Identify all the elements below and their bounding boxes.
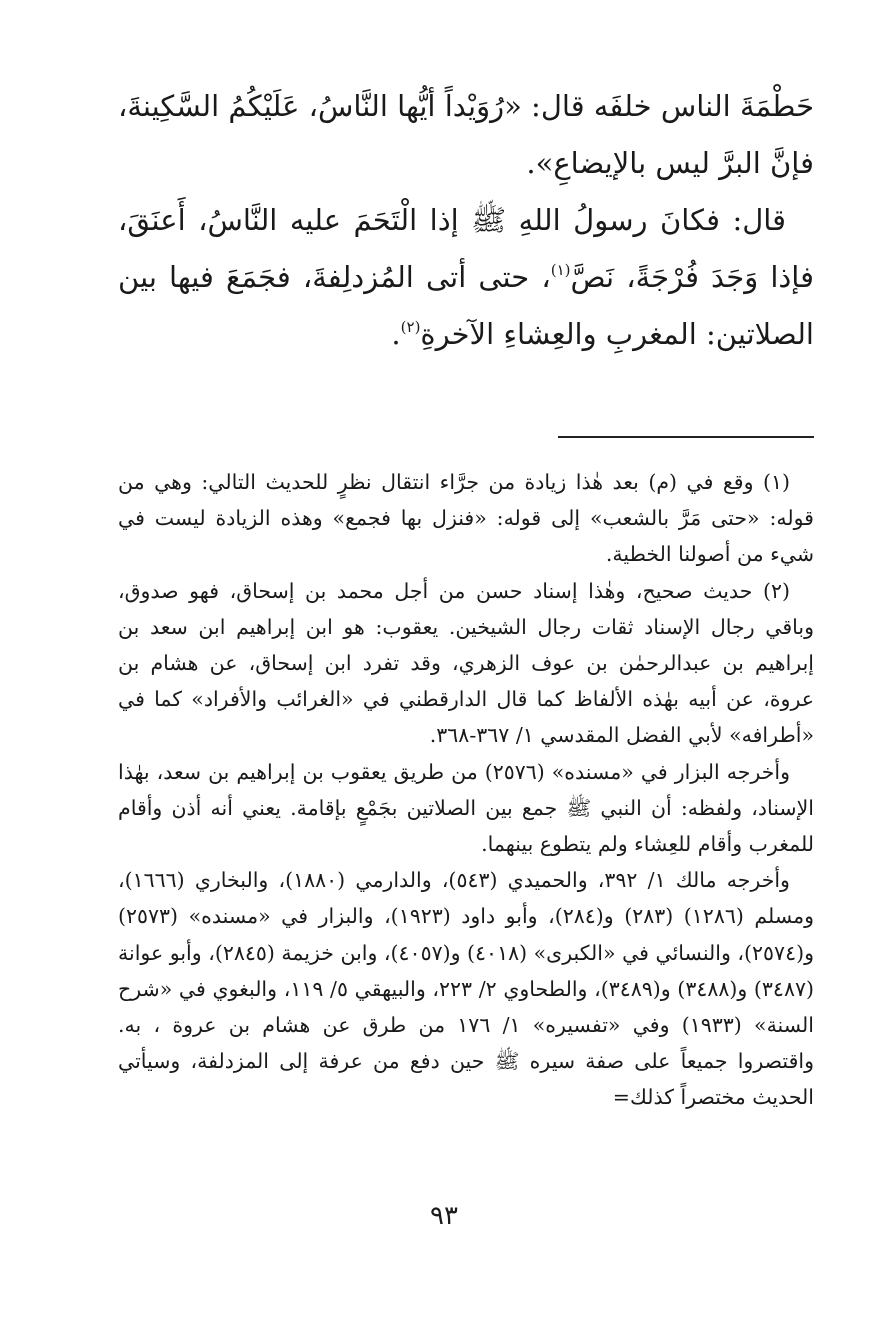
footnotes: [118, 464, 814, 1116]
main-text: [118, 78, 814, 363]
main-paragraph-2-part-b: ، حتى أتى المُزدلِفةَ، فجَمَعَ فيها بين الصلاتين: المغربِ والعِشاءِ الآخرةِ: [118, 260, 814, 351]
footnote-separator: [558, 436, 814, 438]
main-paragraph-1: حَطْمَةَ الناس خلفَه قال: «رُوَيْداً أيُّها النَّاسُ، عَلَيْكُمُ السَّكِينةَ، فإنَّ البرَّ ليس بالإيضاعِ».: [118, 89, 814, 180]
footnote-marker-2: (٢): [400, 318, 421, 336]
footnote-2: (٢) حديث صحيح، وهٰذا إسناد حسن من أجل محمد بن إسحاق، فهو صدوق، وباقي رجال الإسناد ثقات رجال الشيخين. يعقوب: هو ابن إبراهيم ابن سعد بن إبراهيم بن عبدالرحمٰن بن عوف الزهري، وقد تفرد ابن إسحاق، عن هشام بن عروة، عن أبيه بهٰذه الألفاظ كما قال الدارقطني في «الغرائب والأفراد» كما في «أطرافه» لأبي الفضل المقدسي ١/ ٣٦٧-٣٦٨.: [118, 578, 814, 748]
main-paragraph-2: [118, 192, 814, 363]
footnote-2-continuation-1: وأخرجه البزار في «مسنده» (٢٥٧٦) من طريق يعقوب بن إبراهيم بن سعد، بهٰذا الإسناد، ولفظه: أن النبي ﷺ جمع بين الصلاتين بجَمْعٍ بإقامة. يعني أنه أذن وأقام للمغرب وأقام للعِشاء ولم يتطوع بينهما.: [118, 759, 814, 857]
page-number: ٩٣: [430, 1201, 458, 1231]
footnote-marker-1: (١): [550, 261, 571, 279]
footnote-2-continuation-2: وأخرجه مالك ١/ ٣٩٢، والحميدي (٥٤٣)، والدارمي (١٨٨٠)، والبخاري (١٦٦٦)، ومسلم (١٢٨٦) (٢٨٣) و(٢٨٤)، وأبو داود (١٩٢٣)، والبزار في «مسنده» (٢٥٧٣) و(٢٥٧٤)، والنسائي في «الكبرى» (٤٠١٨) و(٤٠٥٧)، وابن خزيمة (٢٨٤٥)، وأبو عوانة (٣٤٨٧) و(٣٤٨٨) و(٣٤٨٩)، والطحاوي ٢/ ٢٢٣، والبيهقي ٥/ ١١٩، والبغوي في «شرح السنة» (١٩٣٣) وفي «تفسيره» ١/ ١٧٦ من طرق عن هشام بن عروة ، به. واقتصروا جميعاً على صفة سيره ﷺ حين دفع من عرفة إلى المزدلفة، وسيأتي الحديث مختصراً كذلك=: [118, 868, 814, 1110]
footnote-1: (١) وقع في (م) بعد هٰذا زيادة من جرَّاء انتقال نظرٍ للحديث التالي: وهي من قوله: «حتى مَرَّ بالشعب» إلى قوله: «فنزل بها فجمع» وهذه الزيادة ليست في شيء من أصولنا الخطية.: [118, 470, 814, 567]
main-paragraph-2-part-a: قال: فكانَ رسولُ اللهِ ﷺ إذا الْتَحَمَ عليه النَّاسُ، أَعنَقَ، فإذا وَجَدَ فُرْجَةً، نَصَّ: [118, 203, 814, 294]
main-paragraph-2-end: .: [391, 317, 401, 351]
